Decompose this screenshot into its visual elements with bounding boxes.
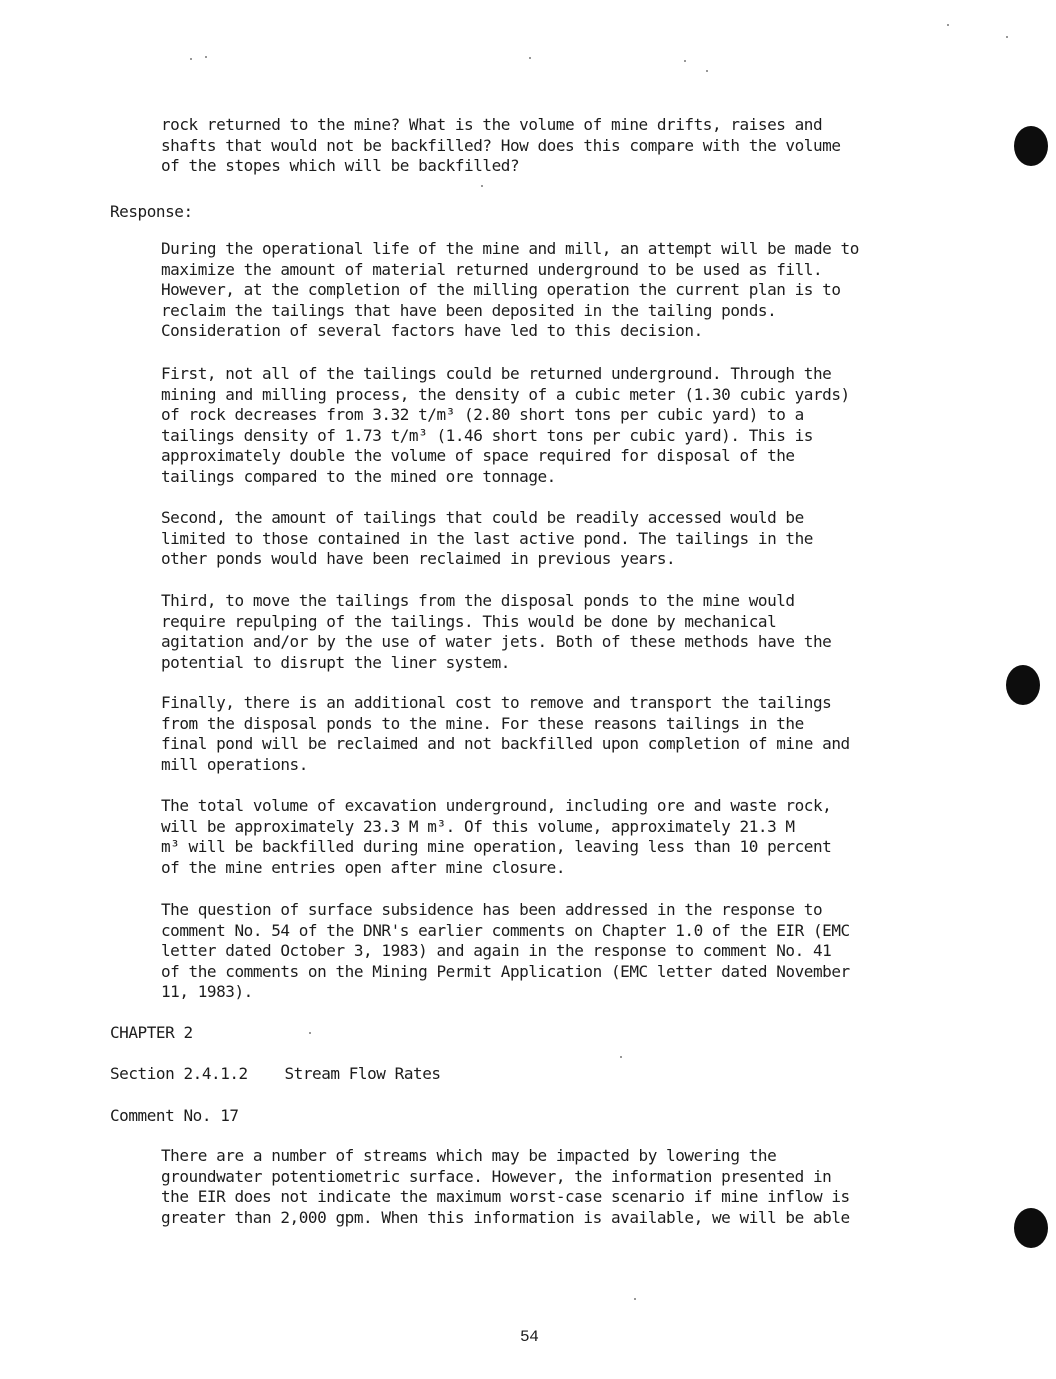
scan-speck — [684, 60, 686, 62]
response-paragraph-2: First, not all of the tailings could be returned underground. Through the mining and milling process, the density of a cubic meter (1.30 cubic yards) of rock decreases from 3.32 t/m³ (2.80 short tons per cubic yard) to a tailings density of 1.73 t/m³ (1.46 short tons per cubic yard). This is approximately double the volume of space required for disposal of the tailings compared to the mined ore tonnage. — [161, 364, 850, 486]
section-heading: Section 2.4.1.2 Stream Flow Rates — [110, 1064, 441, 1083]
chapter-heading: CHAPTER 2 — [110, 1023, 193, 1042]
scan-speck — [634, 1298, 636, 1300]
response-paragraph-4: Third, to move the tailings from the disposal ponds to the mine would require repulping of the tailings. This would be done by mechanical agitation and/or by the use of water jets. Both of these methods have the potential to disrupt the liner system. — [161, 591, 832, 672]
page-number: 54 — [520, 1328, 539, 1346]
response-paragraph-1: During the operational life of the mine and mill, an attempt will be made to maximize the amount of material returned underground to be used as fill. However, at the completion of the milling operation the current plan is to reclaim the tailings that have been deposited in the tailing ponds. Consideration of several factors have led to this decision. — [161, 239, 859, 341]
punch-hole-top — [1014, 126, 1048, 166]
response-paragraph-7: The question of surface subsidence has been addressed in the response to comment No. 54 of the DNR's earlier comments on Chapter 1.0 of the EIR (EMC letter dated October 3, 1983) and again in the response to comment No. 41 of the comments on the Mining Permit Application (EMC letter dated November 11, 1983). — [161, 900, 850, 1002]
scan-speck — [947, 24, 949, 26]
scan-speck — [1006, 36, 1008, 38]
scan-speck — [205, 56, 207, 58]
response-paragraph-5: Finally, there is an additional cost to remove and transport the tailings from the disposal ponds to the mine. For these reasons tailings in the final pond will be reclaimed and not backfilled upon completion of mine and mill operations. — [161, 693, 850, 774]
scan-speck — [190, 58, 192, 60]
comment-label: Comment No. 17 — [110, 1106, 239, 1125]
scan-speck — [620, 1056, 622, 1058]
punch-hole-middle — [1006, 665, 1040, 705]
question-continuation: rock returned to the mine? What is the volume of mine drifts, raises and shafts that would not be backfilled? How does this compare with the volume of the stopes which will be backfilled? — [161, 115, 841, 176]
comment-text: There are a number of streams which may be impacted by lowering the groundwater potentiometric surface. However, the information presented in the EIR does not indicate the maximum worst-case scenario if mine inflow is greater than 2,000 gpm. When this information is available, we will be able — [161, 1146, 850, 1227]
response-paragraph-6: The total volume of excavation underground, including ore and waste rock, will be approximately 23.3 M m³. Of this volume, approximately 21.3 M m³ will be backfilled during mine operation, leaving less than 10 percent of the mine entries open after mine closure. — [161, 796, 832, 877]
scan-speck — [529, 57, 531, 59]
response-paragraph-3: Second, the amount of tailings that could be readily accessed would be limited to those contained in the last active pond. The tailings in the other ponds would have been reclaimed in previous years. — [161, 508, 813, 569]
scan-speck — [706, 70, 708, 72]
response-label: Response: — [110, 202, 193, 221]
scan-speck — [309, 1032, 311, 1034]
scan-speck — [481, 185, 483, 187]
punch-hole-bottom — [1014, 1208, 1048, 1248]
